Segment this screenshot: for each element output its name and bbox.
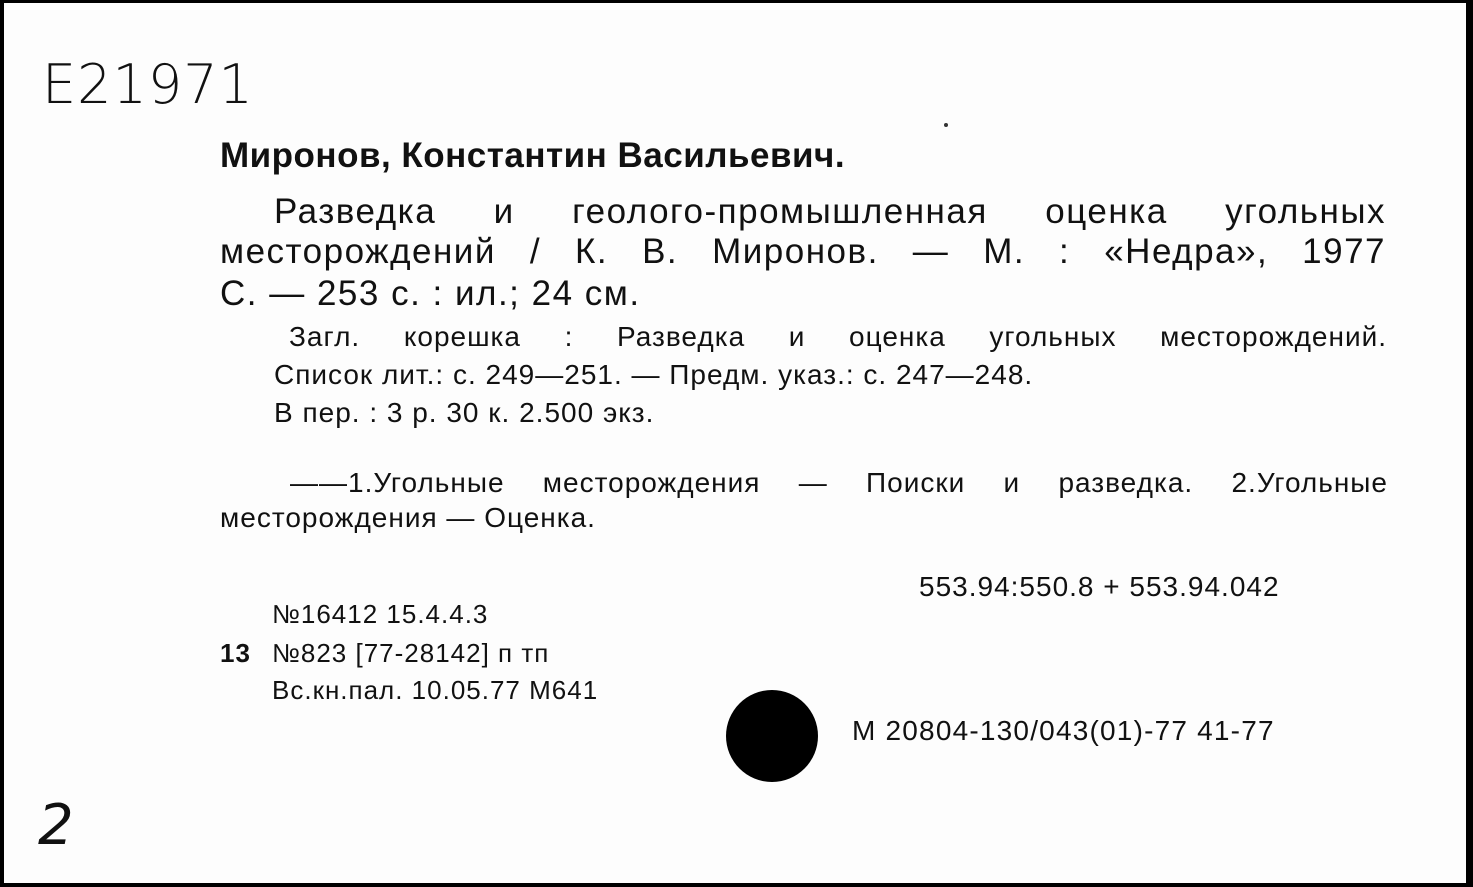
subject-line: ——1.Угольные месторождения — Поиски и разведка. 2.Угольные: [290, 467, 1388, 498]
handwritten-id: Е21971: [42, 53, 254, 116]
registry-prefix: 13: [220, 638, 251, 668]
note-line: Список лит.: с. 249—251. — Предм. указ.: с. 247—248.: [274, 359, 1034, 390]
subject-line: месторождения — Оценка.: [220, 502, 596, 533]
note-line: Загл. корешка : Разведка и оценка угольных месторождений.: [289, 321, 1387, 352]
ink-speck: [944, 123, 948, 127]
registry-line: Вс.кн.пал. 10.05.77 М641: [272, 675, 599, 705]
publisher-code: М 20804-130/043(01)-77 41-77: [852, 715, 1275, 746]
catalog-card: [4, 3, 1466, 883]
note-line: В пер. : 3 р. 30 к. 2.500 экз.: [274, 397, 655, 428]
title-line: месторождений / К. В. Миронов. — М. : «Недра», 1977: [220, 232, 1386, 271]
classification-code: 553.94:550.8 + 553.94.042: [919, 571, 1280, 602]
punch-hole: [726, 690, 818, 782]
handwritten-mark: 2: [38, 793, 75, 858]
title-line: С. — 253 с. : ил.; 24 см.: [220, 274, 641, 313]
registry-line: №16412 15.4.4.3: [272, 599, 489, 629]
title-line: Разведка и геолого-промышленная оценка угольных: [274, 192, 1386, 231]
registry-line: №823 [77-28142] п тп: [272, 638, 550, 668]
author-heading: Миронов, Константин Васильевич.: [220, 136, 846, 175]
